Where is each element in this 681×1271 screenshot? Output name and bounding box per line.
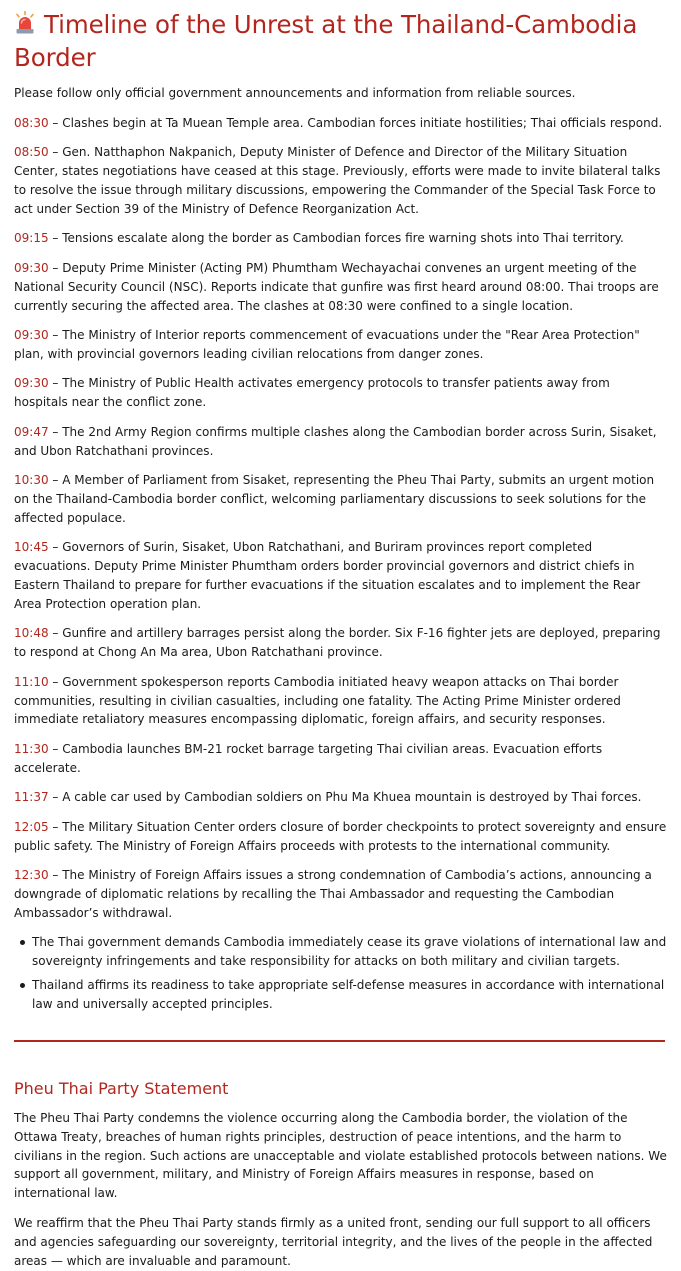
timeline-entry bbox=[14, 114, 667, 133]
entry-time: 12:05 bbox=[14, 819, 49, 834]
statement-paragraph: The Pheu Thai Party condemns the violence occurring along the Cambodia border, the violation of the Ottawa Treaty, breaches of human rights principles, destruction of peace intentions, and the harm to civilians in the region. Such actions are unacceptable and violate established protocols between nations. We support all government, military, and Ministry of Foreign Affairs measures in response, based on international law. bbox=[14, 1110, 667, 1201]
intro-text: Please follow only official government announcements and information from reliable sources. bbox=[14, 86, 576, 100]
statement-title: Pheu Thai Party Statement bbox=[14, 1078, 229, 1098]
statement-paragraph: We reaffirm that the Pheu Thai Party stands firmly as a united front, sending our full support to all officers and agencies safeguarding our sovereignty, territorial integrity, and the lives of the people in the affected areas — which are invaluable and paramount. bbox=[14, 1216, 653, 1269]
entry-text: – The 2nd Army Region confirms multiple clashes along the Cambodian border across Surin, Sisaket, and Ubon Ratchathani provinces. bbox=[14, 424, 657, 458]
timeline-entry bbox=[14, 538, 667, 614]
entry-text: – The Military Situation Center orders closure of border checkpoints to protect sovereignty and ensure public safety. The Ministry of Foreign Affairs proceeds with protests to the international community. bbox=[14, 819, 667, 853]
entry-text: – Tensions escalate along the border as Cambodian forces fire warning shots into Thai territory. bbox=[48, 231, 624, 246]
entry-time: 11:37 bbox=[14, 790, 49, 805]
timeline-entry bbox=[14, 818, 667, 856]
entry-text: – Government spokesperson reports Cambodia initiated heavy weapon attacks on Thai border communities, resulting in civilian casualties, including one fatality. The Acting Prime Minister ordered immediate retaliatory measures encompassing diplomatic, foreign affairs, and security responses. bbox=[14, 674, 621, 727]
timeline bbox=[14, 114, 667, 923]
entry-text: – Cambodia launches BM-21 rocket barrage targeting Thai civilian areas. Evacuation efforts accelerate. bbox=[14, 741, 603, 775]
entry-time: 10:45 bbox=[14, 540, 49, 555]
timeline-entry bbox=[14, 471, 667, 528]
title-text: Timeline of the Unrest at the Thailand-Cambodia Border bbox=[14, 10, 638, 72]
entry-text: – Clashes begin at Ta Muean Temple area. Cambodian forces initiate hostilities; Thai officials respond. bbox=[48, 115, 663, 130]
entry-time: 11:10 bbox=[14, 674, 49, 689]
timeline-entry bbox=[14, 624, 667, 662]
entry-time: 09:30 bbox=[14, 260, 49, 275]
timeline-entry bbox=[14, 423, 667, 461]
timeline-entry bbox=[14, 788, 667, 807]
entry-text: – The Ministry of Public Health activates emergency protocols to transfer patients away from hospitals near the conflict zone. bbox=[14, 376, 610, 410]
statement-section bbox=[14, 1078, 667, 1271]
bullet-item: The Thai government demands Cambodia immediately cease its grave violations of international law and sovereignty infringements and take responsibility for attacks on both military and civilian targets. bbox=[32, 933, 667, 971]
timeline-entry bbox=[14, 374, 667, 412]
entry-time: 10:48 bbox=[14, 626, 49, 641]
bullet-list bbox=[14, 933, 667, 1014]
timeline-entry bbox=[14, 143, 667, 219]
entry-text: – Gunfire and artillery barrages persist along the border. Six F-16 fighter jets are deployed, preparing to respond at Chong An Ma area, Ubon Ratchathani province. bbox=[14, 626, 661, 660]
entry-time: 09:30 bbox=[14, 328, 49, 343]
timeline-entry bbox=[14, 866, 667, 923]
timeline-entry bbox=[14, 326, 667, 364]
entry-time: 12:30 bbox=[14, 867, 49, 882]
section-divider bbox=[14, 1040, 665, 1042]
entry-text: – Gen. Natthaphon Nakpanich, Deputy Minister of Defence and Director of the Military Situation Center, states negotiations have ceased at this stage. Previously, efforts were made to invite bilateral talks to resolve the issue through military discussions, empowering the Commander of the Special Task Force to act under Section 39 of the Ministry of Defence Reorganization Act. bbox=[14, 145, 661, 217]
bullet-item: Thailand affirms its readiness to take appropriate self-defense measures in accordance with international law and universally accepted principles. bbox=[32, 976, 667, 1014]
entry-time: 09:15 bbox=[14, 231, 49, 246]
timeline-entry bbox=[14, 229, 667, 248]
entry-time: 10:30 bbox=[14, 473, 49, 487]
entry-text: – Deputy Prime Minister (Acting PM) Phumtham Wechayachai convenes an urgent meeting of the National Security Council (NSC). Reports indicate that gunfire was first heard around 08:00. Thai troops are currently securing the affected area. The clashes at 08:30 were confined to a single location. bbox=[14, 260, 659, 313]
entry-text: – Governors of Surin, Sisaket, Ubon Ratchathani, and Buriram provinces report completed evacuations. Deputy Prime Minister Phumtham orders border provincial governors and district chiefs in Eastern Thailand to prepare for further evacuations if the situation escalates and to implement the Rear Area Protection operation plan. bbox=[14, 540, 641, 611]
entry-text: – The Ministry of Foreign Affairs issues a strong condemnation of Cambodia’s actions, announcing a downgrade of diplomatic relations by recalling the Thai Ambassador and requesting the Cambodian Ambassador’s withdrawal. bbox=[14, 867, 652, 920]
entry-time: 09:30 bbox=[14, 376, 49, 391]
timeline-entry bbox=[14, 673, 667, 730]
timeline-entry bbox=[14, 259, 667, 316]
entry-text: – The Ministry of Interior reports commencement of evacuations under the "Rear Area Protection" plan, with provincial governors leading civilian relocations from danger zones. bbox=[14, 328, 640, 361]
page-title bbox=[14, 8, 667, 74]
timeline-entry bbox=[14, 740, 667, 778]
entry-time: 08:50 bbox=[14, 145, 49, 160]
entry-time: 08:30 bbox=[14, 115, 49, 130]
entry-text: – A cable car used by Cambodian soldiers on Phu Ma Khuea mountain is destroyed by Thai forces. bbox=[48, 790, 642, 805]
entry-time: 11:30 bbox=[14, 741, 49, 756]
entry-text: – A Member of Parliament from Sisaket, representing the Pheu Thai Party, submits an urgent motion on the Thailand-Cambodia border conflict, welcoming parliamentary discussions to seek solutions for the affected populace. bbox=[14, 473, 655, 525]
siren-icon bbox=[14, 10, 36, 34]
entry-time: 09:47 bbox=[14, 424, 49, 439]
